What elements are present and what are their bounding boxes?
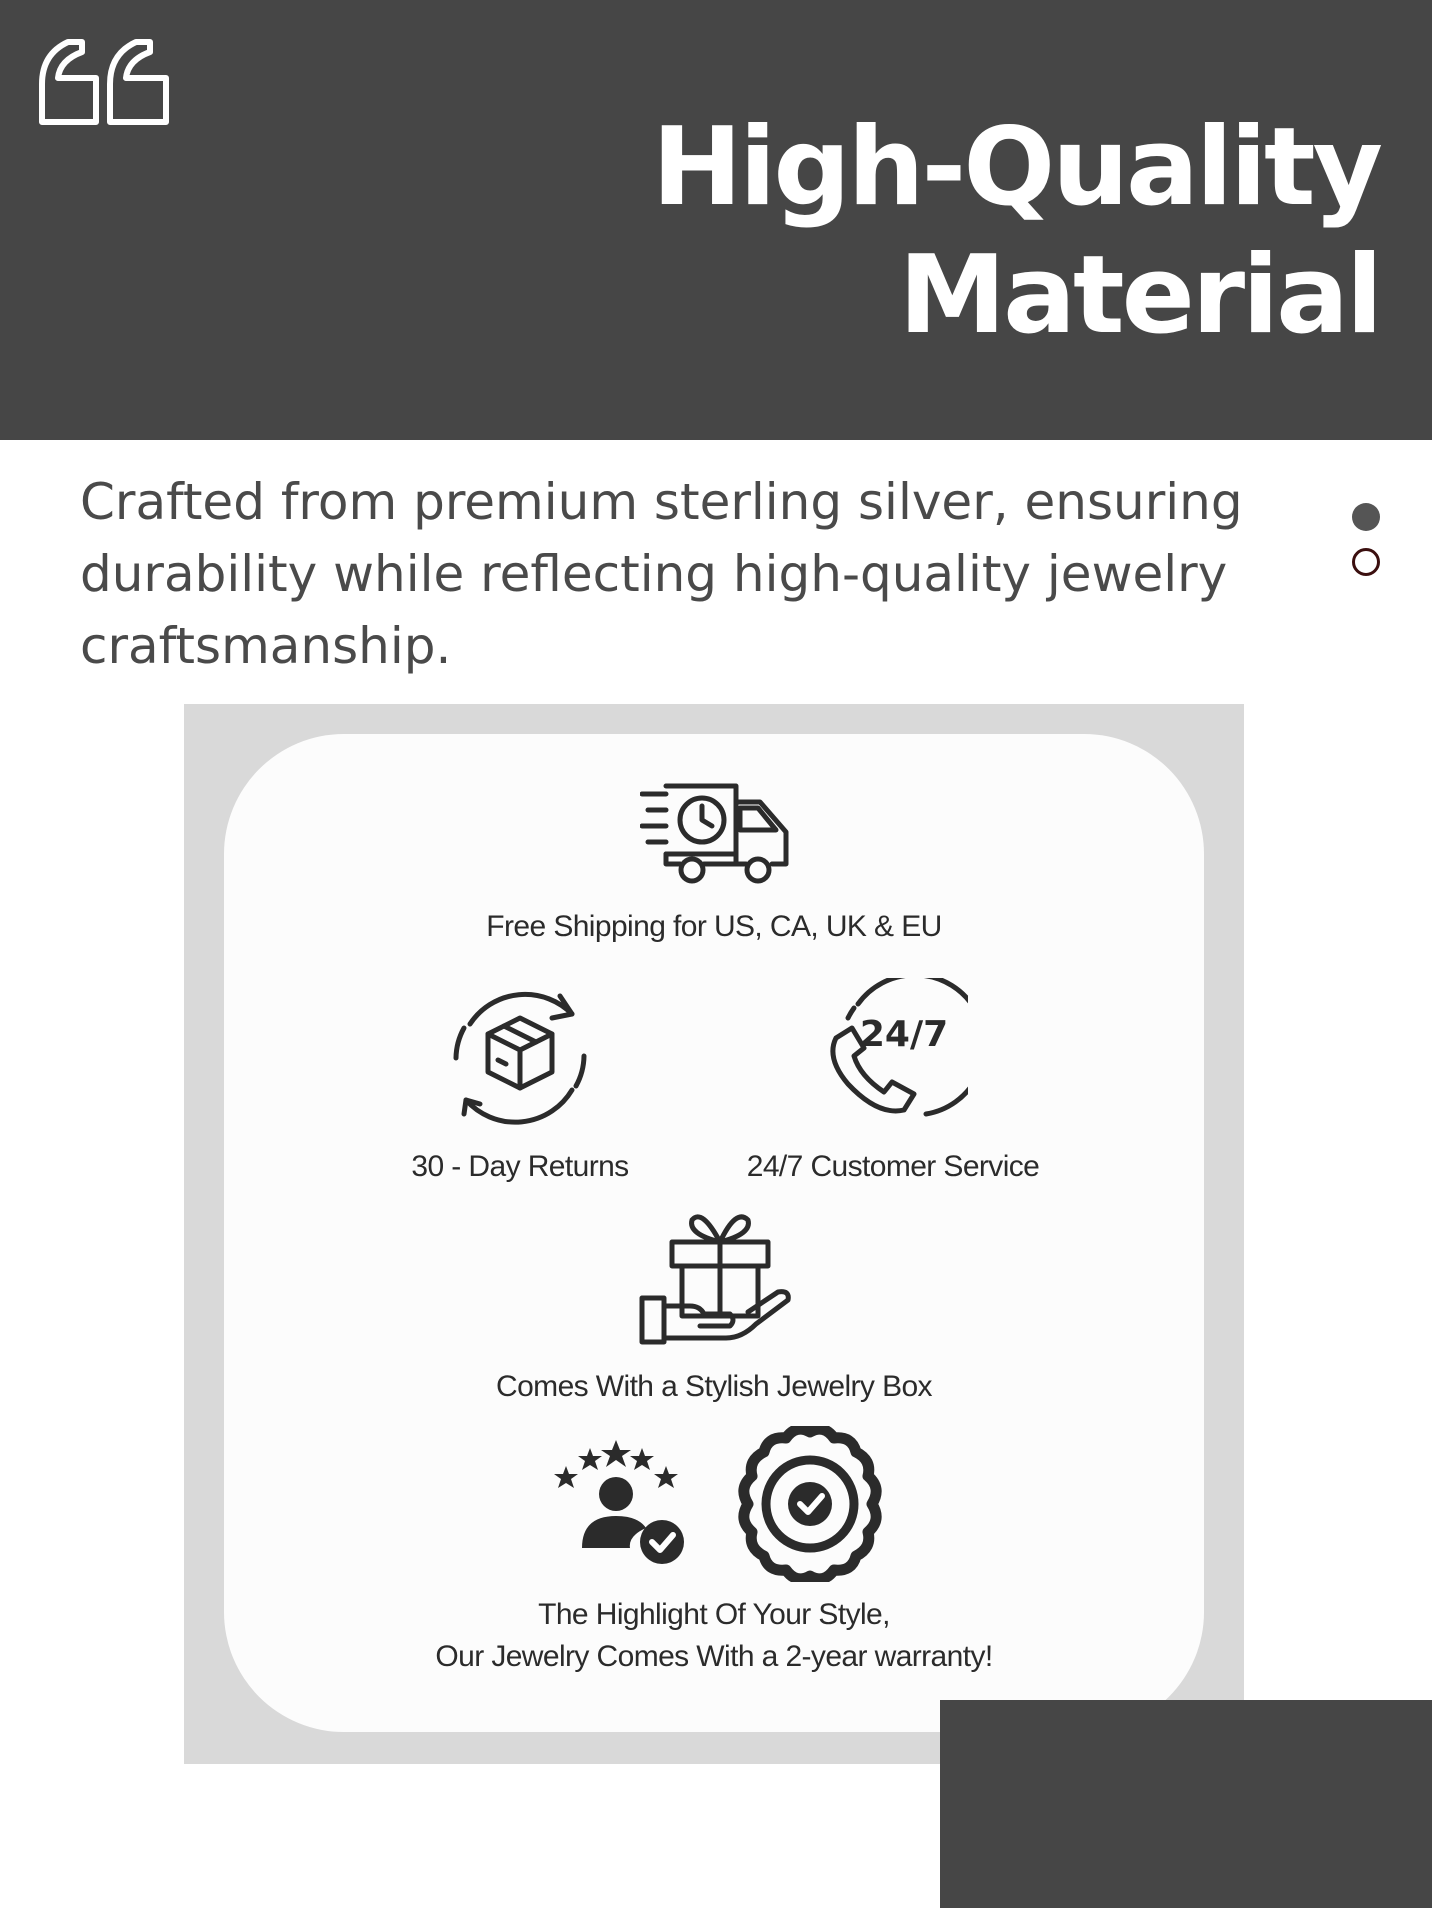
delivery-truck-clock-icon — [640, 782, 792, 886]
jewelry-box-label: Comes With a Stylish Jewelry Box — [496, 1370, 932, 1403]
returns-label: 30 - Day Returns — [411, 1150, 629, 1183]
title-line-1: High-Quality — [651, 105, 1380, 230]
phone-24-7-icon — [818, 978, 968, 1128]
carousel-pagination — [1352, 503, 1382, 583]
carousel-dot-1[interactable] — [1352, 503, 1380, 531]
warranty-label-line-2: Our Jewelry Comes With a 2-year warranty! — [435, 1640, 993, 1673]
verified-seal-icon — [732, 1426, 888, 1582]
product-description: Crafted from premium sterling silver, ensuring durability while reflecting high-quality jewelry craftsmanship. — [80, 473, 1243, 675]
title-line-2: Material — [898, 233, 1380, 358]
rated-customer-icon — [542, 1436, 688, 1566]
warranty-label-line-1: The Highlight Of Your Style, — [538, 1598, 890, 1631]
box-return-cycle-icon — [448, 988, 592, 1126]
quote-icon — [38, 38, 172, 126]
gift-in-hand-icon — [638, 1206, 794, 1348]
carousel-dot-2[interactable] — [1352, 548, 1380, 576]
warranty-label — [364, 1594, 1064, 1678]
page-title — [480, 104, 1380, 360]
corner-decor-block — [940, 1700, 1432, 1908]
header-banner — [0, 0, 1432, 440]
phone-24-7-badge: 24/7 — [859, 1014, 949, 1055]
customer-service-label: 24/7 Customer Service — [746, 1150, 1040, 1183]
shipping-label: Free Shipping for US, CA, UK & EU — [486, 910, 942, 943]
